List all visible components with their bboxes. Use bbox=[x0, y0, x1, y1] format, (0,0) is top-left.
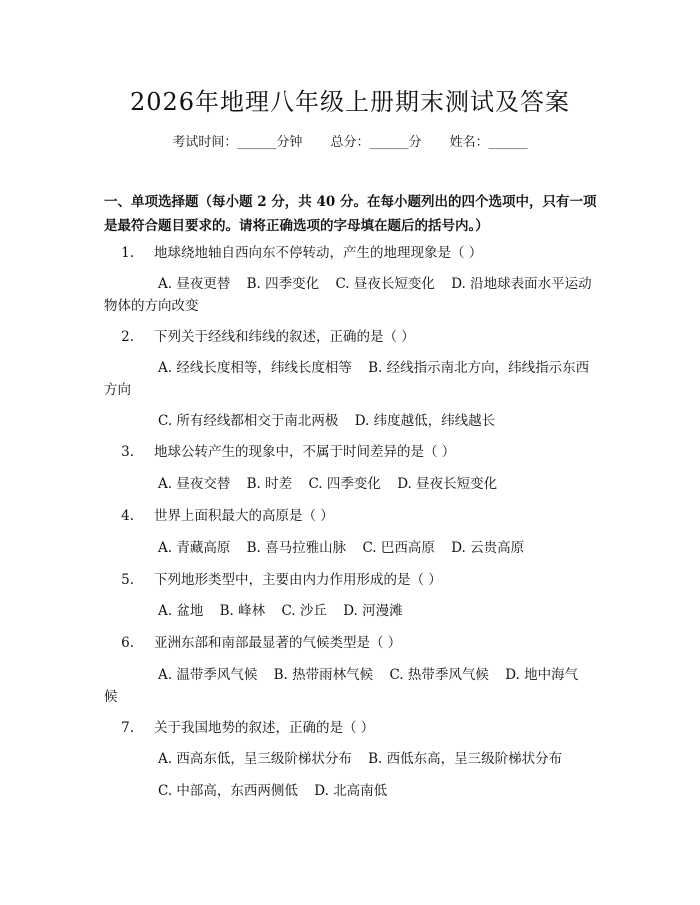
option-b: B. 时差 bbox=[246, 476, 293, 492]
option-d: D. 昼夜长短变化 bbox=[397, 476, 498, 492]
total-score-field: 总分：______分 bbox=[330, 135, 422, 150]
option-c: C. 中部高，东西两侧低 bbox=[158, 783, 298, 799]
question-number: 4. bbox=[121, 508, 134, 524]
option-c: C. 昼夜长短变化 bbox=[335, 276, 435, 292]
option-b: B. 喜马拉雅山脉 bbox=[246, 540, 347, 556]
question-number: 7. bbox=[121, 720, 134, 736]
option-a: A. 盆地 bbox=[158, 603, 204, 619]
question-number: 5. bbox=[121, 572, 134, 588]
option-d: D. 纬度越低，纬线越长 bbox=[354, 413, 496, 429]
option-d: D. 沿地球表面水平运动物体的方向改变 bbox=[104, 276, 592, 314]
question-7-options-row-2 bbox=[104, 780, 598, 802]
option-d: D. 河漫滩 bbox=[343, 603, 403, 619]
exam-meta bbox=[0, 131, 700, 150]
question-4 bbox=[104, 505, 598, 527]
option-a: A. 温带季风气候 bbox=[158, 667, 258, 683]
option-b: B. 西低东高，呈三级阶梯状分布 bbox=[368, 751, 563, 767]
question-7-options-row-1 bbox=[104, 748, 598, 770]
question-5 bbox=[104, 569, 598, 591]
option-c: C. 热带季风气候 bbox=[389, 667, 489, 683]
option-d: D. 北高南低 bbox=[314, 783, 388, 799]
question-2-options-row-1 bbox=[104, 357, 598, 401]
page-title: 2026年地理八年级上册期末测试及答案 bbox=[129, 88, 571, 116]
question-6 bbox=[104, 632, 598, 654]
question-text: 地球绕地轴自西向东不停转动，产生的地理现象是（ ） bbox=[154, 245, 483, 261]
section-heading: 一、单项选择题（每小题 2 分，共 40 分。在每小题列出的四个选项中，只有一项是最符合题目要求的。请将正确选项的字母填在题后的括号内。） bbox=[104, 194, 597, 234]
question-4-options bbox=[104, 537, 598, 559]
name-field: 姓名：______ bbox=[449, 135, 528, 150]
option-d: D. 云贵高原 bbox=[451, 540, 525, 556]
question-number: 2. bbox=[121, 329, 134, 345]
question-3 bbox=[104, 441, 598, 463]
option-c: C. 沙丘 bbox=[281, 603, 327, 619]
option-a: A. 昼夜更替 bbox=[158, 276, 231, 292]
question-6-options bbox=[104, 664, 598, 708]
option-d: D. 地中海气候 bbox=[104, 667, 579, 705]
option-c: C. 四季变化 bbox=[308, 476, 381, 492]
question-1 bbox=[104, 242, 598, 264]
question-number: 1. bbox=[121, 245, 134, 261]
option-c: C. 所有经线都相交于南北两极 bbox=[158, 413, 339, 429]
question-5-options bbox=[104, 600, 598, 622]
question-1-options bbox=[104, 273, 598, 317]
option-a: A. 青藏高原 bbox=[158, 540, 231, 556]
question-text: 地球公转产生的现象中，不属于时间差异的是（ ） bbox=[154, 444, 456, 460]
question-text: 世界上面积最大的高原是（ ） bbox=[154, 508, 334, 524]
option-a: A. 昼夜交替 bbox=[158, 476, 231, 492]
option-b: B. 峰林 bbox=[219, 603, 266, 619]
option-a: A. 西高东低，呈三级阶梯状分布 bbox=[158, 751, 352, 767]
question-text: 亚洲东部和南部最显著的气候类型是（ ） bbox=[154, 635, 402, 651]
option-b: B. 四季变化 bbox=[246, 276, 320, 292]
question-2 bbox=[104, 326, 598, 348]
exam-time-field: 考试时间：______分钟 bbox=[172, 135, 303, 150]
question-text: 关于我国地势的叙述，正确的是（ ） bbox=[154, 720, 375, 736]
question-text: 下列地形类型中，主要由内力作用形成的是（ ） bbox=[154, 572, 442, 588]
option-b: B. 经线指示南北方向，纬线指示东西方向 bbox=[104, 360, 590, 398]
question-2-options-row-2 bbox=[104, 410, 598, 432]
option-c: C. 巴西高原 bbox=[362, 540, 435, 556]
question-text: 下列关于经线和纬线的叙述，正确的是（ ） bbox=[154, 329, 415, 345]
option-a: A. 经线长度相等，纬线长度相等 bbox=[158, 360, 352, 376]
question-number: 3. bbox=[121, 444, 134, 460]
question-number: 6. bbox=[121, 635, 134, 651]
question-7 bbox=[104, 717, 598, 739]
question-3-options bbox=[104, 473, 598, 495]
option-b: B. 热带雨林气候 bbox=[273, 667, 374, 683]
